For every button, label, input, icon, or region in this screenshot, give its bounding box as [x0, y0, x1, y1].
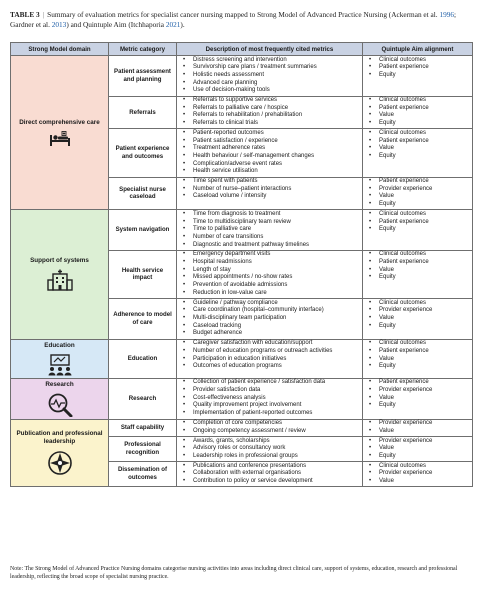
metric-item: • Health behaviour / self-management changes: [177, 153, 360, 161]
metric-item: • Quality improvement project involvement: [177, 402, 360, 410]
citation-link[interactable]: 2013: [51, 20, 67, 30]
metric-item: • Holistic needs assessment: [177, 72, 360, 80]
metric-item: • Outcomes of education programs: [177, 363, 360, 371]
table-row: [11, 378, 473, 419]
metric-item: • Collaboration with external organisations: [177, 470, 360, 478]
metric-item: • Cost-effectiveness analysis: [177, 395, 360, 403]
metric-item: • Care coordination (hospital–community interface): [177, 307, 360, 315]
aim-item: • Provider experience: [363, 387, 470, 395]
aim-item: • Patient experience: [363, 138, 470, 146]
table-row: [11, 210, 473, 251]
metrics-table: [10, 42, 473, 487]
aim-item: • Equity: [363, 402, 470, 410]
metric-category: Research: [109, 378, 177, 419]
domain-cell: [11, 419, 109, 487]
metric-item: • Implementation of patient-reported outcomes: [177, 410, 360, 418]
metric-item: • Patient satisfaction / experience: [177, 138, 360, 146]
aim-item: • Provider experience: [363, 438, 470, 446]
metric-item: • Distress screening and intervention: [177, 57, 360, 65]
aim-item: • Value: [363, 145, 470, 153]
column-header: Description of most frequently cited metrics: [177, 43, 363, 56]
metrics-cell: [177, 437, 363, 462]
metric-item: • Emergency department visits: [177, 251, 360, 259]
domain-cell: [11, 56, 109, 210]
table-header-row: [11, 43, 473, 56]
aim-item: • Patient experience: [363, 64, 470, 72]
aims-cell: [363, 299, 473, 340]
aim-item: • Patient experience: [363, 219, 470, 227]
aim-item: • Clinical outcomes: [363, 130, 470, 138]
domain-label: Education: [44, 341, 75, 349]
caption-separator: |: [42, 10, 45, 19]
aim-item: • Equity: [363, 201, 470, 209]
aim-item: • Value: [363, 193, 470, 201]
aim-item: • Equity: [363, 323, 470, 331]
metrics-cell: [177, 378, 363, 419]
metric-item: • Publications and conference presentations: [177, 463, 360, 471]
metric-item: • Health service utilisation: [177, 168, 360, 176]
metric-item: • Time spent with patients: [177, 178, 360, 186]
aim-item: • Equity: [363, 120, 470, 128]
aim-item: • Clinical outcomes: [363, 211, 470, 219]
metric-item: • Caseload tracking: [177, 323, 360, 331]
metric-item: • Number of care transitions: [177, 234, 360, 242]
aim-item: • Clinical outcomes: [363, 300, 470, 308]
metric-item: • Hospital readmissions: [177, 259, 360, 267]
metric-category: Patient assessment and planning: [109, 56, 177, 97]
column-header: Quintuple Aim alignment: [363, 43, 473, 56]
metric-item: • Ongoing competency assessment / review: [177, 428, 360, 436]
aim-item: • Equity: [363, 453, 470, 461]
metric-item: • Advisory roles or consultancy work: [177, 445, 360, 453]
metric-item: • Budget adherence: [177, 330, 360, 338]
aims-cell: [363, 177, 473, 210]
aim-item: • Patient experience: [363, 178, 470, 186]
caption-text: Summary of evaluation metrics for specialist cancer nursing mapped to Strong Model of Advanced Practice Nursing (Ackerman et al.: [47, 10, 440, 19]
metric-category: Professional recognition: [109, 437, 177, 462]
metric-item: • Treatment adherence rates: [177, 145, 360, 153]
metric-item: • Referrals to supportive services: [177, 97, 360, 105]
metric-item: • Contribution to policy or service development: [177, 478, 360, 486]
metric-item: • Time from diagnosis to treatment: [177, 211, 360, 219]
table-row: [11, 56, 473, 97]
metric-item: • Collection of patient experience / satisfaction data: [177, 379, 360, 387]
aim-item: • Patient experience: [363, 105, 470, 113]
compass-leadership-icon: [14, 450, 105, 476]
aim-item: • Value: [363, 267, 470, 275]
hospital-bed-icon: [14, 131, 105, 147]
aims-cell: [363, 129, 473, 177]
aim-item: • Equity: [363, 153, 470, 161]
metric-item: • Multi-disciplinary team participation: [177, 315, 360, 323]
aims-cell: [363, 96, 473, 129]
aim-item: • Patient experience: [363, 379, 470, 387]
metric-item: • Advanced care planning: [177, 80, 360, 88]
metric-item: • Complication/adverse event rates: [177, 161, 360, 169]
metric-item: • Patient-reported outcomes: [177, 130, 360, 138]
aim-item: • Equity: [363, 363, 470, 371]
metric-item: • Referrals to rehabilitation / prehabilitation: [177, 112, 360, 120]
aim-item: • Value: [363, 356, 470, 364]
research-magnifier-icon: [14, 393, 105, 417]
aims-cell: [363, 419, 473, 436]
metric-category: Specialist nurse caseload: [109, 177, 177, 210]
metric-item: • Use of decision-making tools: [177, 87, 360, 95]
aim-item: • Value: [363, 395, 470, 403]
metric-item: • Missed appointments / no-show rates: [177, 274, 360, 282]
aim-item: • Value: [363, 315, 470, 323]
metric-category: Education: [109, 339, 177, 378]
metric-item: • Caregiver satisfaction with education/support: [177, 340, 360, 348]
aim-item: • Clinical outcomes: [363, 97, 470, 105]
metric-category: Health service impact: [109, 250, 177, 298]
metric-item: • Participation in education initiatives: [177, 356, 360, 364]
metric-category: Adherence to model of care: [109, 299, 177, 340]
domain-label: Publication and professional leadership: [16, 429, 103, 445]
metrics-cell: [177, 129, 363, 177]
aim-item: • Clinical outcomes: [363, 251, 470, 259]
aim-item: • Patient experience: [363, 259, 470, 267]
aim-item: • Equity: [363, 226, 470, 234]
metric-item: • Caseload volume / intensity: [177, 193, 360, 201]
metrics-cell: [177, 339, 363, 378]
hospital-building-icon: [14, 269, 105, 291]
metric-item: • Guideline / pathway compliance: [177, 300, 360, 308]
metric-item: • Reduction in low-value care: [177, 290, 360, 298]
aim-item: • Provider experience: [363, 186, 470, 194]
metric-item: • Referrals to palliative care / hospice: [177, 105, 360, 113]
table-row: [11, 419, 473, 436]
metric-category: Referrals: [109, 96, 177, 129]
metric-item: • Number of nurse–patient interactions: [177, 186, 360, 194]
aim-item: • Value: [363, 428, 470, 436]
metrics-cell: [177, 56, 363, 97]
caption-text: ; Gardner et al.: [10, 10, 457, 30]
table-label: TABLE 3: [10, 10, 40, 19]
aim-item: • Value: [363, 478, 470, 486]
column-header: Strong Model domain: [11, 43, 109, 56]
classroom-icon: [14, 354, 105, 376]
metrics-cell: [177, 210, 363, 251]
domain-label: Research: [45, 380, 74, 388]
metric-item: • Leadership roles in professional groups: [177, 453, 360, 461]
aim-item: • Provider experience: [363, 307, 470, 315]
aim-item: • Provider experience: [363, 470, 470, 478]
aims-cell: [363, 378, 473, 419]
aims-cell: [363, 462, 473, 487]
metric-category: Dissemination of outcomes: [109, 462, 177, 487]
metrics-cell: [177, 250, 363, 298]
domain-cell: [11, 378, 109, 419]
metrics-cell: [177, 96, 363, 129]
aim-item: • Provider experience: [363, 420, 470, 428]
metric-category: Staff capability: [109, 419, 177, 436]
aim-item: • Equity: [363, 274, 470, 282]
metric-item: • Provider satisfaction data: [177, 387, 360, 395]
aims-cell: [363, 210, 473, 251]
aim-item: • Clinical outcomes: [363, 340, 470, 348]
metric-item: • Number of education programs or outreach activities: [177, 348, 360, 356]
metric-item: • Time to multidisciplinary team review: [177, 219, 360, 227]
citation-link[interactable]: 2021: [165, 20, 181, 30]
metrics-cell: [177, 299, 363, 340]
metrics-cell: [177, 177, 363, 210]
metric-item: • Time to palliative care: [177, 226, 360, 234]
aims-cell: [363, 250, 473, 298]
domain-label: Support of systems: [30, 257, 89, 265]
table-row: [11, 339, 473, 378]
aim-item: • Clinical outcomes: [363, 463, 470, 471]
table-caption: [10, 10, 472, 30]
metric-category: System navigation: [109, 210, 177, 251]
table-body: [11, 56, 473, 487]
domain-cell: [11, 210, 109, 339]
citation-link[interactable]: 1996: [439, 10, 455, 19]
aim-item: • Equity: [363, 72, 470, 80]
metric-item: • Diagnostic and treatment pathway timelines: [177, 242, 360, 250]
aim-item: • Patient experience: [363, 348, 470, 356]
caption-text: ) and Quintuple Aim (Itchhaporia: [66, 20, 166, 30]
table-note: Note: The Strong Model of Advanced Practice Nursing domains categorise nursing activities into areas including direct clinical care, support of systems, education, research and professional leadership, reflecting the broad scope of specialist nursing practice.: [10, 566, 458, 580]
aims-cell: [363, 339, 473, 378]
metrics-cell: [177, 462, 363, 487]
metric-item: • Awards, grants, scholarships: [177, 438, 360, 446]
aim-item: • Value: [363, 112, 470, 120]
aim-item: • Clinical outcomes: [363, 57, 470, 65]
metric-category: Patient experience and outcomes: [109, 129, 177, 177]
caption-text: ).: [180, 20, 185, 30]
domain-label: Direct comprehensive care: [19, 118, 100, 126]
metric-item: • Referrals to clinical trials: [177, 120, 360, 128]
domain-cell: [11, 339, 109, 378]
metric-item: • Completion of core competencies: [177, 420, 360, 428]
metric-item: • Survivorship care plans / treatment summaries: [177, 64, 360, 72]
metric-item: • Length of stay: [177, 267, 360, 275]
aims-cell: [363, 56, 473, 97]
aims-cell: [363, 437, 473, 462]
aim-item: • Value: [363, 445, 470, 453]
column-header: Metric category: [109, 43, 177, 56]
metric-item: • Prevention of avoidable admissions: [177, 282, 360, 290]
metrics-cell: [177, 419, 363, 436]
